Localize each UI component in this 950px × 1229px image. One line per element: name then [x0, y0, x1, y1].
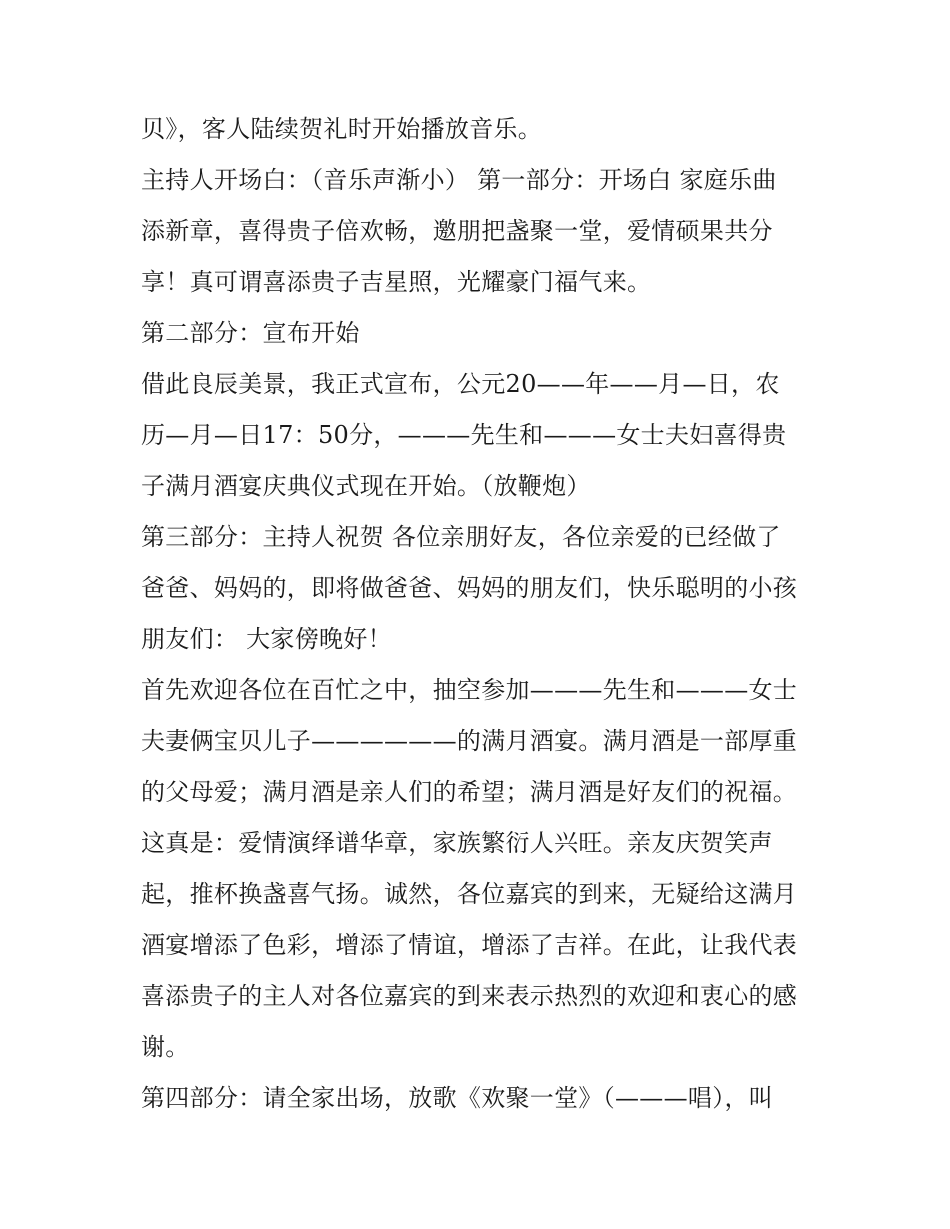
text-line: 酒宴增添了色彩，增添了情谊，增添了吉祥。在此，让我代表: [141, 931, 798, 959]
text-line: 夫妻俩宝贝儿子——————的满月酒宴。满月酒是一部厚重: [141, 727, 798, 755]
text-line: 朋友们： 大家傍晚好！: [141, 625, 392, 653]
text-line: 借此良辰美景，我正式宣布，公元20——年——月—日，农: [141, 370, 780, 398]
text-line: 爸爸、妈妈的，即将做爸爸、妈妈的朋友们，快乐聪明的小孩: [141, 574, 798, 602]
text-line: 这真是：爱情演绎谱华章，家族繁衍人兴旺。亲友庆贺笑声: [141, 829, 773, 857]
text-line: 第三部分：主持人祝贺 各位亲朋好友，各位亲爱的已经做了: [141, 523, 781, 551]
text-line: 主持人开场白：（音乐声渐小） 第一部分：开场白 家庭乐曲: [141, 166, 777, 194]
text-line: 贝》，客人陆续贺礼时开始播放音乐。: [141, 115, 543, 143]
text-line: 喜添贵子的主人对各位嘉宾的到来表示热烈的欢迎和衷心的感: [141, 982, 798, 1010]
text-line: 享！真可谓喜添贵子吉星照，光耀豪门福气来。: [141, 268, 652, 296]
text-line: 历—月—日17：50分，———先生和———女士夫妇喜得贵: [141, 421, 787, 449]
section-heading: 第二部分：宣布开始: [141, 319, 360, 347]
text-line: 谢。: [141, 1033, 190, 1061]
document-body: [141, 104, 821, 1124]
text-line: 的父母爱；满月酒是亲人们的希望；满月酒是好友们的祝福。: [141, 778, 798, 806]
text-line: 添新章，喜得贵子倍欢畅，邀朋把盏聚一堂，爱情硕果共分: [141, 217, 773, 245]
text-line: 子满月酒宴庆典仪式现在开始。（放鞭炮）: [141, 472, 591, 500]
text-line: 第四部分：请全家出场，放歌《欢聚一堂》（———唱），叫: [141, 1084, 774, 1112]
text-line: 起，推杯换盏喜气扬。诚然，各位嘉宾的到来，无疑给这满月: [141, 880, 798, 908]
text-line: 首先欢迎各位在百忙之中，抽空参加———先生和———女士: [141, 676, 798, 704]
